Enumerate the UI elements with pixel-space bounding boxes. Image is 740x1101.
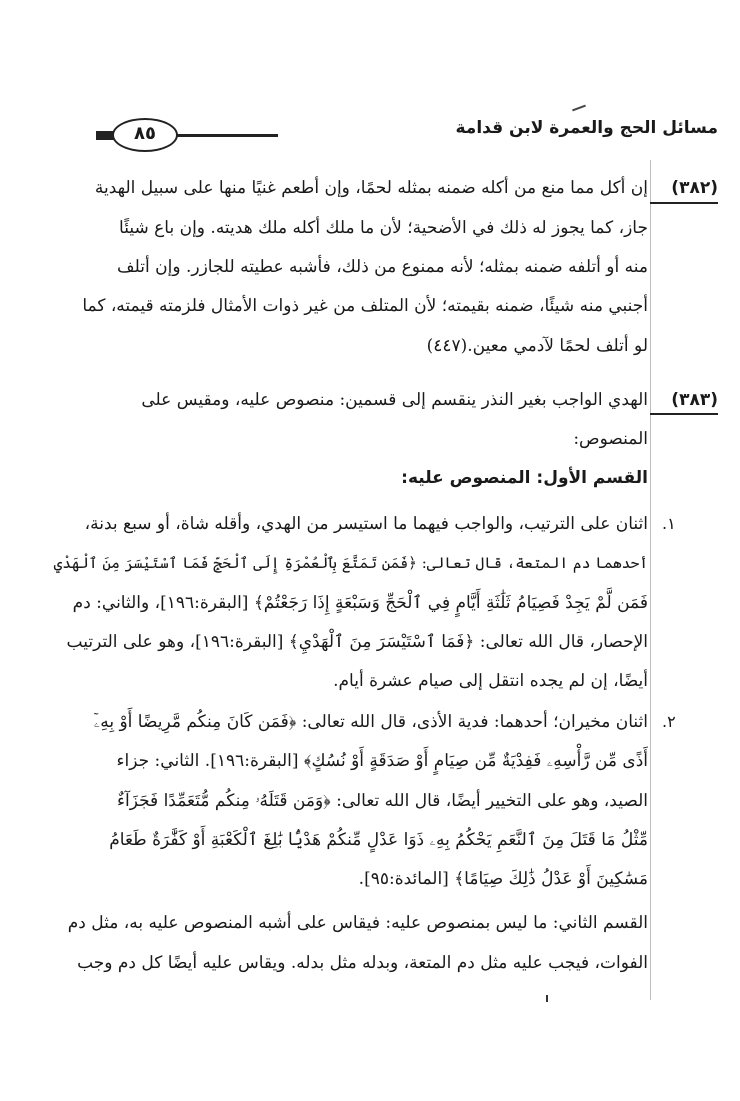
text-line: أَذًى مِّن رَّأْسِهِۦ فَفِدْيَةٌ مِّن صِيَامٍ أَوْ صَدَقَةٍ أَوْ نُسُكٍ﴾ [البقرة:١٩٦]. الثاني: جزاء <box>116 751 648 771</box>
margin-line <box>650 160 651 1000</box>
text-line: جاز، كما يجوز له ذلك في الأضحية؛ لأن ما ملك أكله ملك هديته. وإن باع شيئًا <box>119 218 648 238</box>
text-line: المنصوص: <box>573 429 648 449</box>
entry-number: (٣٨٣) <box>671 390 718 410</box>
text-line: اثنان على الترتيب، والواجب فيهما ما استيسر من الهدي، وأقله شاة، أو سبع بدنة، <box>84 514 648 534</box>
page-number: ٨٥ <box>112 118 178 152</box>
text-line: الفوات، فيجب عليه مثل دم المتعة، وبدله مثل بدله. ويقاس عليه أيضًا كل دم وجب <box>77 953 648 973</box>
text-line: أحدهما دم المتعة، قال تعالى: ﴿فَمَن تَمَتَّعَ بِٱلْعُمْرَةِ إِلَى ٱلْحَجِّ فَمَا ٱسْتَيْسَرَ مِنَ ٱلْهَدْيِ <box>53 554 648 572</box>
text-line: مِّثْلُ مَا قَتَلَ مِنَ ٱلنَّعَمِ يَحْكُمُ بِهِۦ ذَوَا عَدْلٍ مِّنكُمْ هَدْيًۢا بَٰلِغَ ٱلْكَعْبَةِ أَوْ كَفَّٰرَةٌ طَعَامُ <box>109 830 648 850</box>
text-line: القسم الثاني: ما ليس بمنصوص عليه: فيقاس على أشبه المنصوص عليه به، مثل دم <box>67 913 648 933</box>
header-mark <box>572 105 586 112</box>
entry-number: (٣٨٢) <box>671 178 718 198</box>
entry-number-underline <box>650 413 718 415</box>
entry-number-underline <box>650 202 718 204</box>
text-line: فَمَن لَّمْ يَجِدْ فَصِيَامُ ثَلَٰثَةِ أَيَّامٍ فِي ٱلْحَجِّ وَسَبْعَةٍ إِذَا رَجَعْتُمْ﴾ [البقرة:١٩٦]، والثاني: دم <box>72 593 648 613</box>
book-title: مسائل الحج والعمرة لابن قدامة <box>455 118 718 138</box>
text-line: منه أو أتلفه ضمنه بمثله؛ لأنه ممنوع من ذلك، فأشبه عطيته للجازر. وإن أتلف <box>117 257 648 277</box>
page-mark <box>546 995 548 1002</box>
list-item-marker: .٢ <box>662 712 676 731</box>
section-heading: القسم الأول: المنصوص عليه: <box>401 468 648 488</box>
text-line: مَسَٰكِينَ أَوْ عَدْلُ ذَٰلِكَ صِيَامًا﴾ [المائدة:٩٥]. <box>358 869 648 889</box>
text-line: لو أتلف لحمًا لآدمي معين.(٤٤٧) <box>426 336 648 356</box>
text-line: اثنان مخيران؛ أحدهما: فدية الأذى، قال الله تعالى: ﴿فَمَن كَانَ مِنكُم مَّرِيضًا أَوْ بِهِۦٓ <box>93 712 648 732</box>
list-item-marker: .١ <box>662 514 676 533</box>
text-line: الهدي الواجب بغير النذر ينقسم إلى قسمين: منصوص عليه، ومقيس على <box>141 390 648 410</box>
text-line: أيضًا، إن لم يجده انتقل إلى صيام عشرة أيام. <box>333 671 648 691</box>
text-line: الصيد، وهو على التخيير أيضًا، قال الله تعالى: ﴿وَمَن قَتَلَهُۥ مِنكُم مُّتَعَمِّدًا فَجَزَآءٌ <box>116 791 648 811</box>
text-line: أجنبي منه شيئًا، ضمنه بقيمته؛ لأن المتلف من غير ذوات الأمثال فلزمته قيمته، كما <box>82 296 648 316</box>
text-line: إن أكل مما منع من أكله ضمنه بمثله لحمًا، وإن أطعم غنيًا منها على سبيل الهدية <box>94 178 648 198</box>
text-line: الإحصار، قال الله تعالى: ﴿فَمَا ٱسْتَيْسَرَ مِنَ ٱلْهَدْيِ﴾ [البقرة:١٩٦]، وهو على الترتيب <box>66 632 648 652</box>
